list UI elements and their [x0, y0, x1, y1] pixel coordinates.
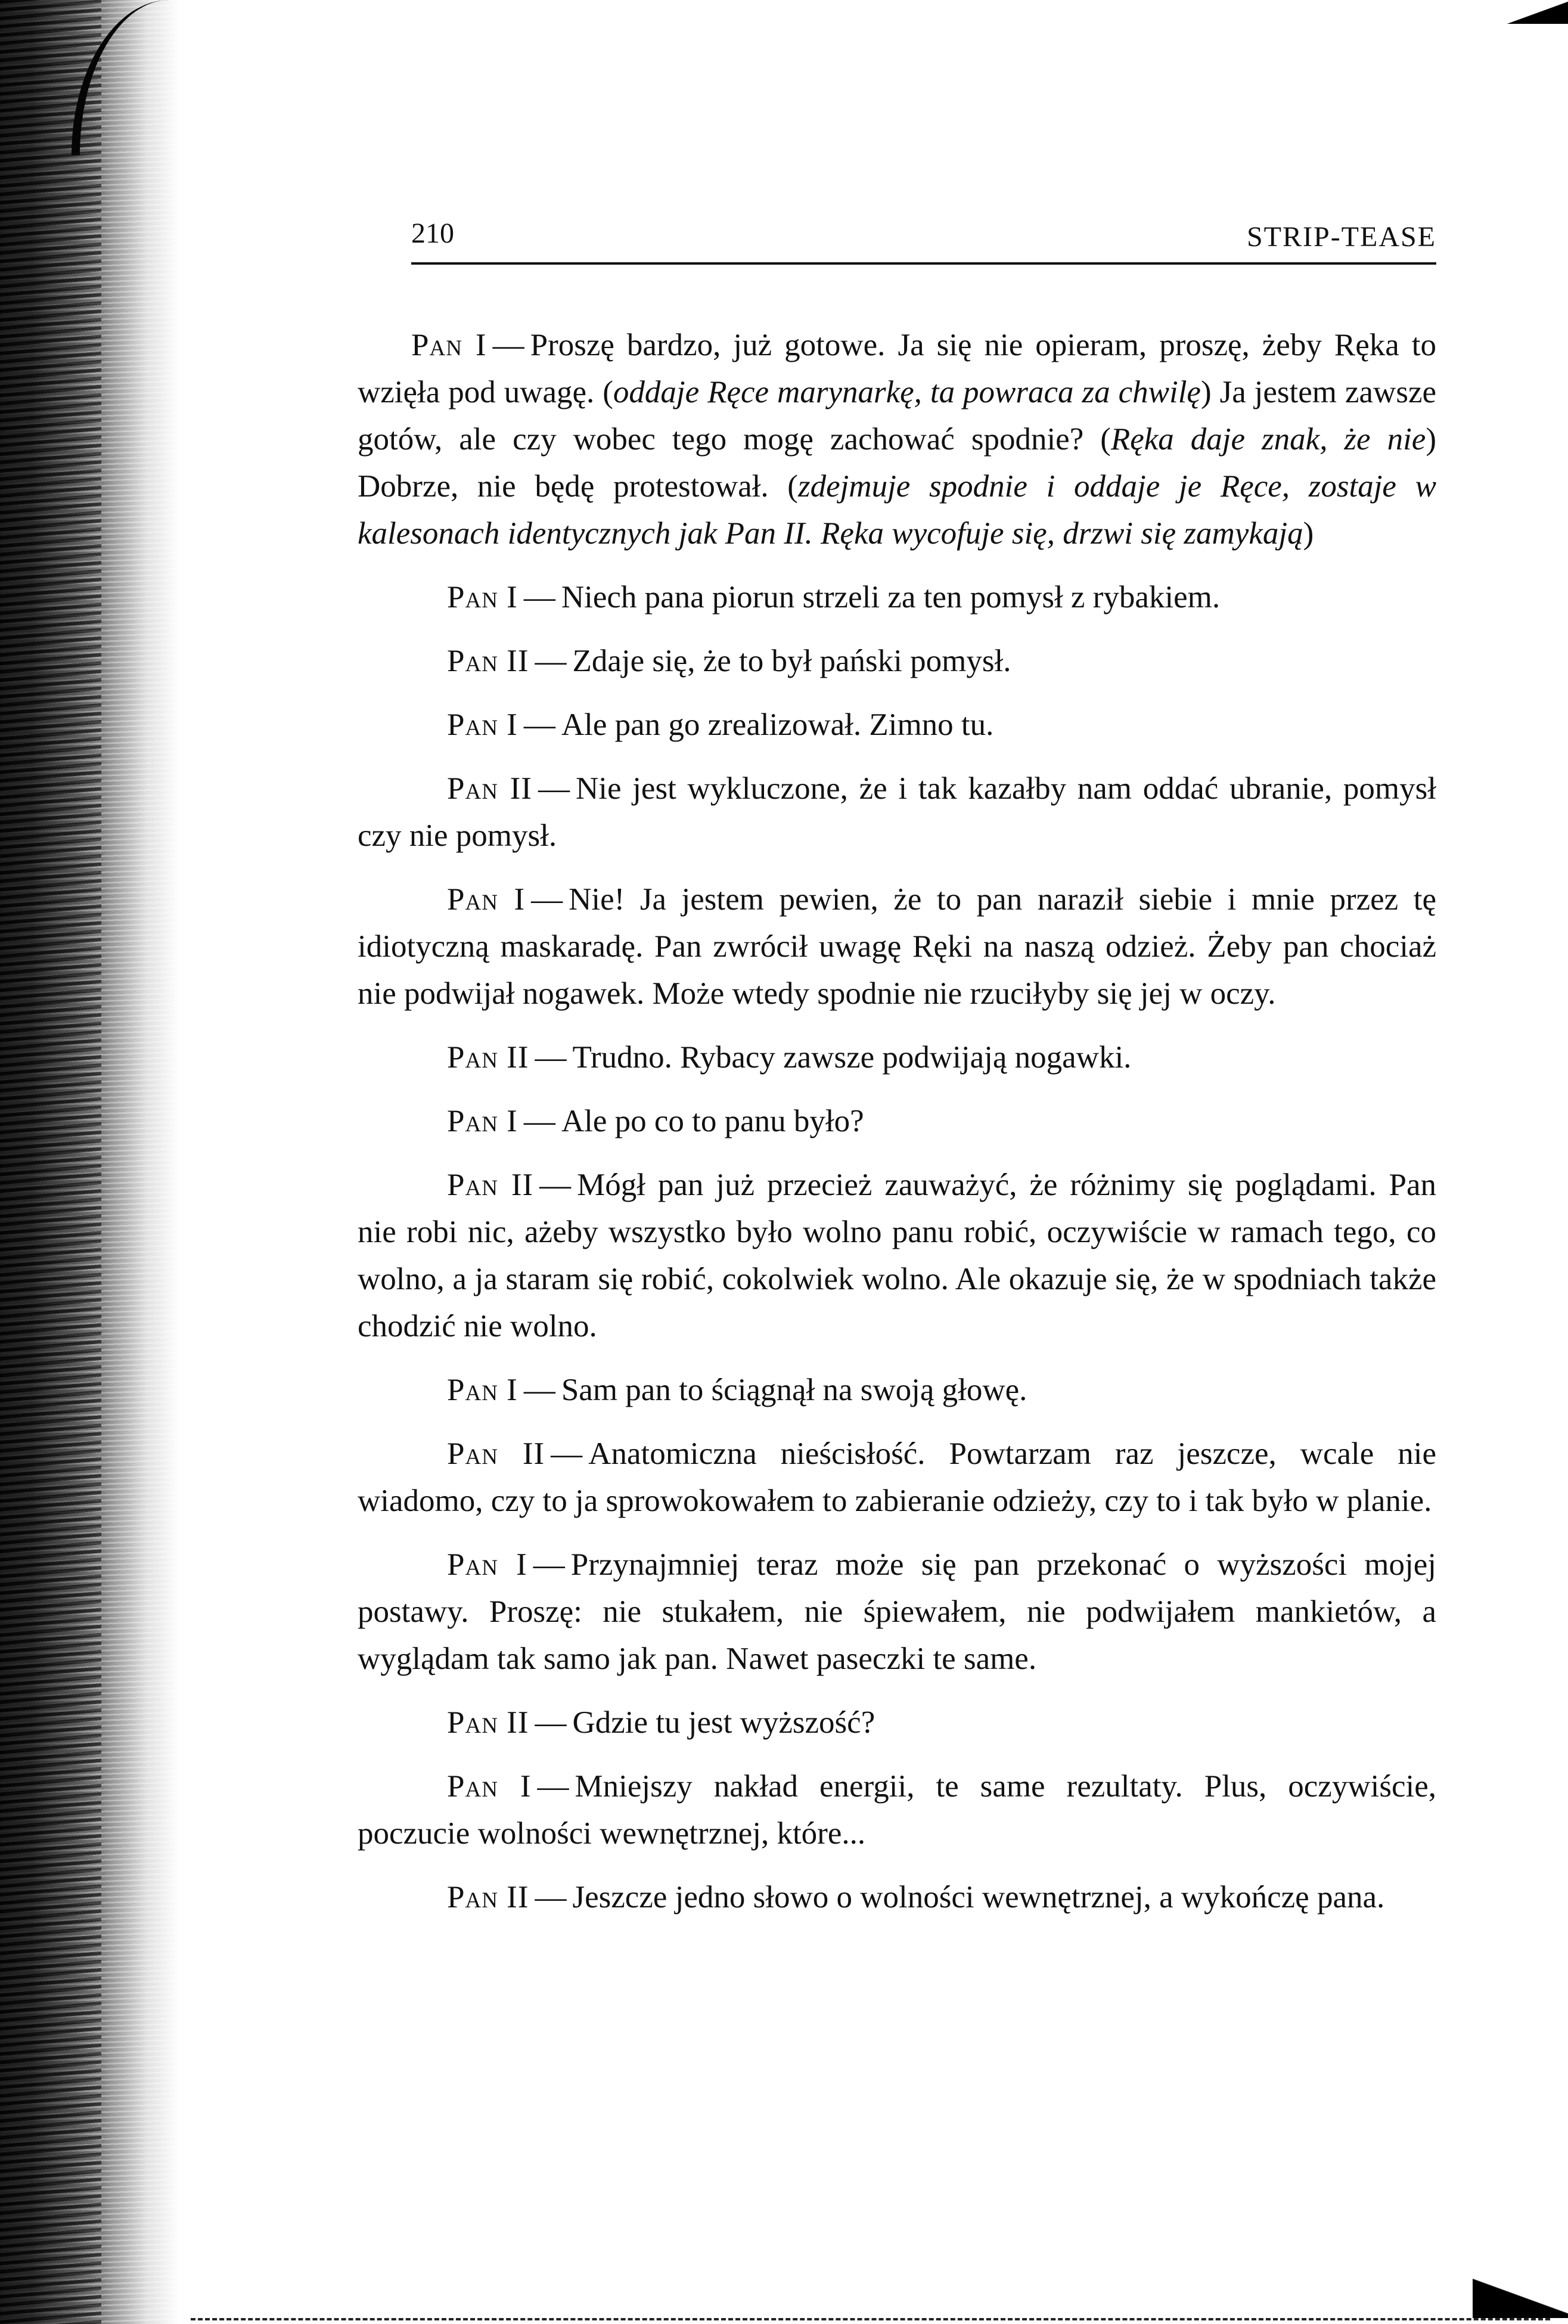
speech-text: Przynajmniej teraz może się pan przekonać o wyższości mojej postawy. Proszę: nie stukałem, nie śpiewałem, nie podwijałem mankietów, a wyglądam tak samo jak pan. Nawet paseczki te same.: [358, 1547, 1436, 1676]
speech-text: Jeszcze jedno słowo o wolności wewnętrznej, a wykończę pana.: [572, 1880, 1385, 1915]
dialogue-dash: —: [523, 1104, 555, 1138]
speaker-name: Pan I: [447, 1769, 532, 1804]
dialogue-line: [358, 1367, 1436, 1414]
speaker-name: Pan II: [447, 644, 529, 678]
dialogue-dash: —: [535, 1705, 567, 1740]
speech-text: Ale pan go zrealizował. Zimno tu.: [561, 708, 994, 742]
stage-direction: zdejmuje spodnie i oddaje je Ręce, zostaje w kalesonach identycznych jak Pan II. Ręka wycofuje się, drzwi się zamykają: [358, 469, 1436, 551]
speech-text: Trudno. Rybacy zawsze podwijają nogawki.: [572, 1040, 1132, 1075]
scan-corner-mark: [1496, 0, 1568, 24]
speaker-name: Pan I: [411, 328, 487, 362]
dialogue-dash: —: [535, 644, 567, 678]
speaker-name: Pan I: [447, 580, 518, 615]
speaker-name: Pan II: [447, 1040, 529, 1075]
speech-text: Nie jest wykluczone, że i tak kazałby nam oddać ubranie, pomysł czy nie pomysł.: [358, 771, 1437, 853]
speaker-name: Pan II: [447, 771, 532, 806]
dialogue-line: [358, 876, 1436, 1017]
book-binding-edge: [0, 0, 179, 2324]
page-body: [358, 322, 1436, 1938]
speaker-name: Pan II: [447, 1880, 529, 1915]
speech-text: Anatomiczna nieścisłość. Powtarzam raz jeszcze, wcale nie wiadomo, czy to ja sprowokowałem to zabieranie odzieży, czy to i tak było w planie.: [358, 1436, 1436, 1518]
dialogue-line: [358, 1034, 1436, 1081]
dialogue-line: [358, 1098, 1436, 1145]
scan-corner-mark: [1473, 2264, 1568, 2318]
speech-text: Ale po co to panu było?: [561, 1104, 864, 1138]
stage-direction: Ręka daje znak, że nie: [1110, 422, 1426, 457]
speech-text: Gdzie tu jest wyższość?: [572, 1705, 875, 1740]
dialogue-dash: —: [531, 882, 563, 917]
page-header: [411, 209, 1436, 265]
dialogue-line: [358, 1431, 1436, 1525]
dialogue-line: [358, 1541, 1436, 1683]
speaker-name: Pan II: [447, 1168, 534, 1202]
speaker-name: Pan I: [447, 1104, 518, 1138]
running-title: STRIP-TEASE: [1246, 221, 1436, 253]
speaker-name: Pan I: [447, 1373, 518, 1407]
speech-text: Proszę bardzo, już gotowe. Ja się nie opieram, proszę, żeby Ręka to wzięła pod uwagę. (: [358, 328, 1436, 409]
speech-text: Nie! Ja jestem pewien, że to pan naraził siebie i mnie przez tę idiotyczną maskaradę. Pan zwrócił uwagę Ręki na naszą odzież. Żeby pan chociaż nie podwijał nogawek. Może wtedy spodnie nie rzuciłyby się jej w oczy.: [358, 882, 1436, 1011]
dialogue-dash: —: [539, 1168, 572, 1202]
speaker-name: Pan II: [447, 1436, 545, 1471]
speech-text: ) Ja jestem zawsze gotów, ale czy wobec tego mogę zachować spodnie? (: [358, 375, 1436, 457]
speech-text: Mniejszy nakład energii, te same rezultaty. Plus, oczywiście, poczucie wolności wewnętrznej, które...: [358, 1769, 1436, 1851]
dialogue-line: [358, 1162, 1436, 1350]
speaker-name: Pan I: [447, 708, 518, 742]
speech-text: Sam pan to ściągnął na swoją głowę.: [561, 1373, 1027, 1407]
speech-text: ) Dobrze, nie będę protestował. (: [358, 422, 1436, 504]
speech-text: Niech pana piorun strzeli za ten pomysł z rybakiem.: [561, 580, 1221, 615]
dialogue-dash: —: [535, 1040, 567, 1075]
speaker-name: Pan I: [447, 882, 526, 917]
dialogue-dash: —: [535, 1880, 567, 1915]
dialogue-dash: —: [523, 1373, 555, 1407]
dialogue-line: [358, 574, 1436, 621]
dialogue-line: [358, 1763, 1436, 1857]
dialogue-line: [358, 638, 1436, 685]
speaker-name: Pan I: [447, 1547, 527, 1582]
page-number: 210: [411, 218, 454, 249]
speaker-name: Pan II: [447, 1705, 529, 1740]
dialogue-dash: —: [538, 771, 570, 806]
dialogue-line: [358, 1699, 1436, 1746]
scan-bottom-edge: [191, 2318, 1550, 2320]
dialogue-line: [358, 765, 1436, 860]
speech-text: Zdaje się, że to był pański pomysł.: [572, 644, 1011, 678]
dialogue-dash: —: [537, 1769, 569, 1804]
stage-direction: oddaje Ręce marynarkę, ta powraca za chwilę: [613, 375, 1201, 409]
speech-text: Mógł pan już przecież zauważyć, że różnimy się poglądami. Pan nie robi nic, ażeby wszystko było wolno panu robić, oczywiście w ramach tego, co wolno, a ja staram się robić, cokolwiek wolno. Ale okazuje się, że w spodniach także chodzić nie wolno.: [358, 1168, 1437, 1343]
dialogue-dash: —: [533, 1547, 565, 1582]
speech-text: ): [1303, 516, 1314, 551]
dialogue-dash: —: [492, 328, 524, 362]
dialogue-line: [358, 1874, 1436, 1921]
opening-paragraph: [358, 322, 1436, 557]
dialogue-dash: —: [523, 708, 555, 742]
dialogue-line: [358, 702, 1436, 749]
dialogue-dash: —: [551, 1436, 583, 1471]
dialogue-dash: —: [523, 580, 555, 615]
